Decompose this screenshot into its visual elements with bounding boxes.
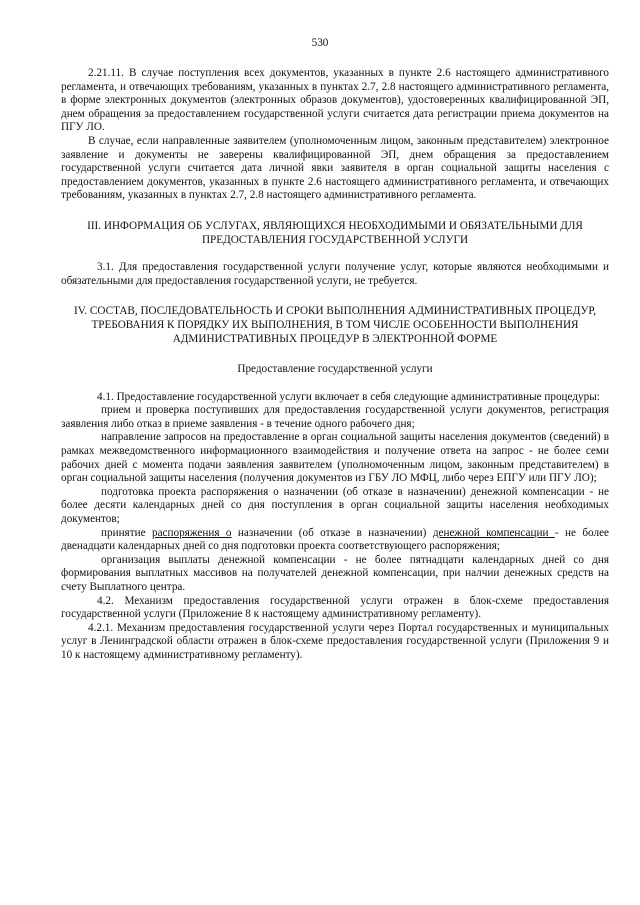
procedure-item-requests: направление запросов на предоставление в орган социальной защиты населения документов (сведений) в рамках межведомственного информационного взаимодействия и получение ответа на запрос - не более семи рабочих дней с момента подачи заявления заявителем (уполномоченным лицом, законным представителем) в орган социальной защиты населения (получения документов из ГБУ ЛО МФЦ, либо через ЕПГУ или ПГУ ЛО); [61,431,609,485]
paragraph-3-1: 3.1. Для предоставления государственной услуги получение услуг, которые являются необходимыми и обязательными для предоставления государственной услуги, не требуется. [61,261,609,287]
item-4-text-1: принятие [101,526,152,539]
paragraph-4-2: 4.2. Механизм предоставления государственной услуги отражен в блок-схеме предоставления государственной услуги (Приложение 8 к настоящему административному регламенту). [61,594,609,621]
paragraph-2-21-11: 2.21.11. В случае поступления всех документов, указанных в пункте 2.6 настоящего административного регламента, и отвечающих требованиям, указанных в пунктах 2.7, 2.8 настоящего административного регламента, в форме электронных документов (электронных образов документов), удостоверенных квалифицированной ЭП, днем обращения за предоставлением государственной услуги считается дата регистрации приема документов на ПГУ ЛО. [61,67,609,134]
procedure-item-adopt-order [61,527,609,554]
page-number: 530 [311,37,329,49]
item-4-underlined-1: распоряжения о [151,526,232,539]
paragraph-unsigned-documents: В случае, если направленные заявителем (уполномоченным лицом, законным представителем) электронное заявление и документы не заверены квалифицированной ЭП, днем обращения за предоставлением государственной услуги считается дата личной явки заявителя в орган социальной защиты населения с предоставлением документов, указанных в пункте 2.6 настоящего административного регламента, и отвечающих требованиям, указанных в пунктах 2.7, 2.8 настоящего административного регламента. [61,134,609,202]
paragraph-4-1: 4.1. Предоставление государственной услуги включает в себя следующие административные процедуры: [97,390,600,403]
procedure-item-payment: организация выплаты денежной компенсации - не более пятнадцати календарных дней со дня формирования выплатных массивов на получателей денежной компенсации, при налчии денежных средств на счету Выплатного центра. [61,553,609,593]
paragraph-4-2-1: 4.2.1. Механизм предоставления государственной услуги через Портал государственных и муниципальных услуг в Ленинградской области отражен в блок-схеме предоставления государственной услуги (Приложения 9 и 10 к настоящему административному регламенту). [61,621,609,661]
item-4-text-3: - не более двенадцати календарных дней со дня подготовки проекта соответствующего распоряжения; [61,526,609,553]
section-heading-3: III. ИНФОРМАЦИЯ ОБ УСЛУГАХ, ЯВЛЯЮЩИХСЯ НЕОБХОДИМЫМИ И ОБЯЗАТЕЛЬНЫМИ ДЛЯ ПРЕДОСТАВЛЕНИЯ ГОСУДАРСТВЕННОЙ УСЛУГИ [87,219,583,246]
procedure-item-reception: прием и проверка поступивших для предоставления государственной услуги документов, регистрация заявления либо отказ в приеме заявления - в течение одного рабочего дня; [61,404,609,430]
procedure-item-draft-order: подготовка проекта распоряжения о назначении (об отказе в назначении) денежной компенсации - не более десяти календарных дней со дня поступления в орган социальной защиты населения необходимых документов; [61,485,609,526]
item-4-text-2: назначении (об отказе в назначении) [231,526,433,539]
document-body [61,67,609,663]
subsection-heading: Предоставление государственной услуги [237,363,433,376]
item-4-underlined-2: денежной компенсации [432,526,555,539]
section-heading-4: IV. СОСТАВ, ПОСЛЕДОВАТЕЛЬНОСТЬ И СРОКИ ВЫПОЛНЕНИЯ АДМИНИСТРАТИВНЫХ ПРОЦЕДУР, ТРЕБОВАНИЯ К ПОРЯДКУ ИХ ВЫПОЛНЕНИЯ, В ТОМ ЧИСЛЕ ОСОБЕННОСТИ ВЫПОЛНЕНИЯ АДМИНИСТРАТИВНЫХ ПРОЦЕДУР В ЭЛЕКТРОННОЙ ФОРМЕ [73,305,597,345]
